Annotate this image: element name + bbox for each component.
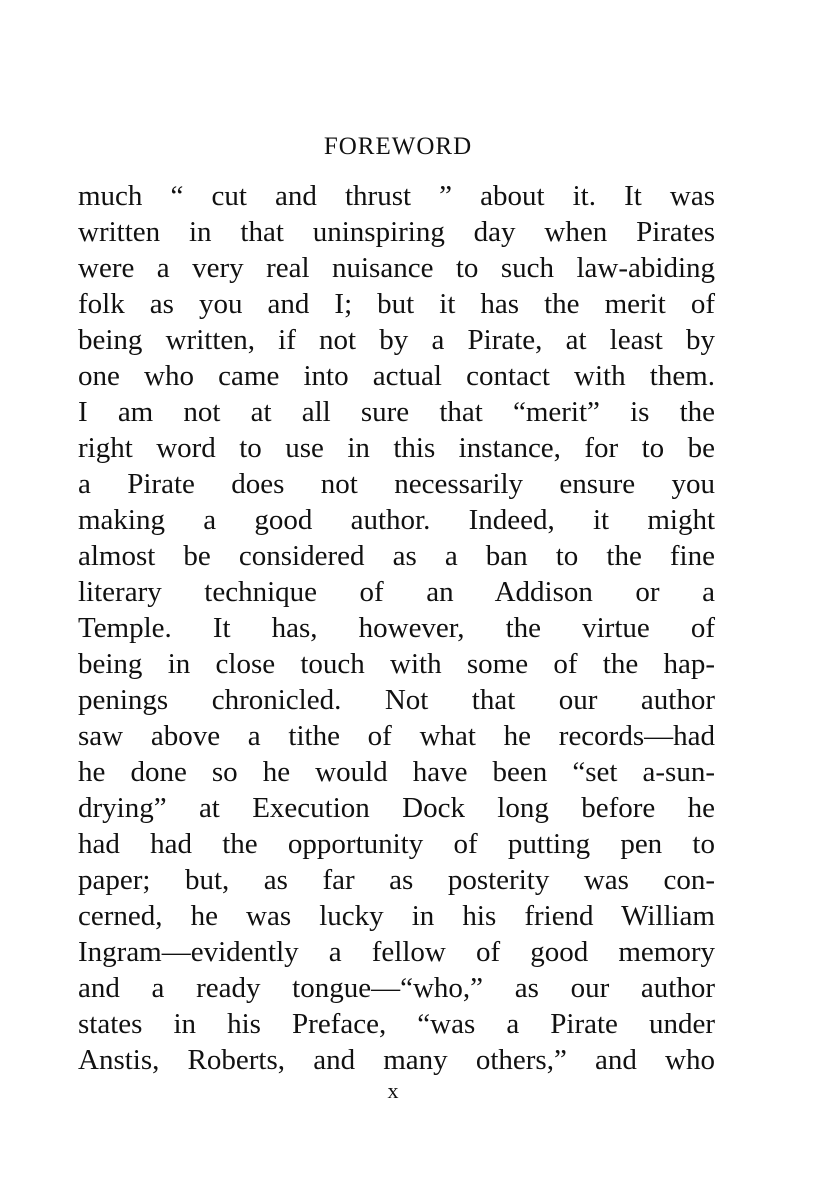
text-line: one who came into actual contact with them. xyxy=(78,360,715,392)
text-line: being written, if not by a Pirate, at least by xyxy=(78,324,715,356)
text-line: a Pirate does not necessarily ensure you xyxy=(78,468,715,500)
text-line: folk as you and I; but it has the merit of xyxy=(78,288,715,320)
text-line: right word to use in this instance, for to be xyxy=(78,432,715,464)
text-line: literary technique of an Addison or a xyxy=(78,576,715,608)
text-line: being in close touch with some of the hap- xyxy=(78,648,715,680)
text-line: had had the opportunity of putting pen to xyxy=(78,828,715,860)
running-header: FOREWORD xyxy=(323,133,473,160)
text-line: and a ready tongue—“who,” as our author xyxy=(78,972,715,1004)
text-line: almost be considered as a ban to the fine xyxy=(78,540,715,572)
text-line: Temple. It has, however, the virtue of xyxy=(78,612,715,644)
text-line: much “ cut and thrust ” about it. It was xyxy=(78,180,715,212)
text-line: I am not at all sure that “merit” is the xyxy=(78,396,715,428)
body-text xyxy=(78,178,715,1078)
text-line: making a good author. Indeed, it might xyxy=(78,504,715,536)
text-line: were a very real nuisance to such law-abiding xyxy=(78,252,715,284)
text-line: written in that uninspiring day when Pirates xyxy=(78,216,715,248)
text-line: drying” at Execution Dock long before he xyxy=(78,792,715,824)
text-line: paper; but, as far as posterity was con- xyxy=(78,864,715,896)
text-line: saw above a tithe of what he records—had xyxy=(78,720,715,752)
text-line: Ingram—evidently a fellow of good memory xyxy=(78,936,715,968)
text-line: cerned, he was lucky in his friend William xyxy=(78,900,715,932)
text-line: penings chronicled. Not that our author xyxy=(78,684,715,716)
text-line: Anstis, Roberts, and many others,” and who xyxy=(78,1044,715,1076)
text-line: he done so he would have been “set a-sun- xyxy=(78,756,715,788)
page-number: x xyxy=(387,1078,399,1103)
text-line: states in his Preface, “was a Pirate under xyxy=(78,1008,715,1040)
